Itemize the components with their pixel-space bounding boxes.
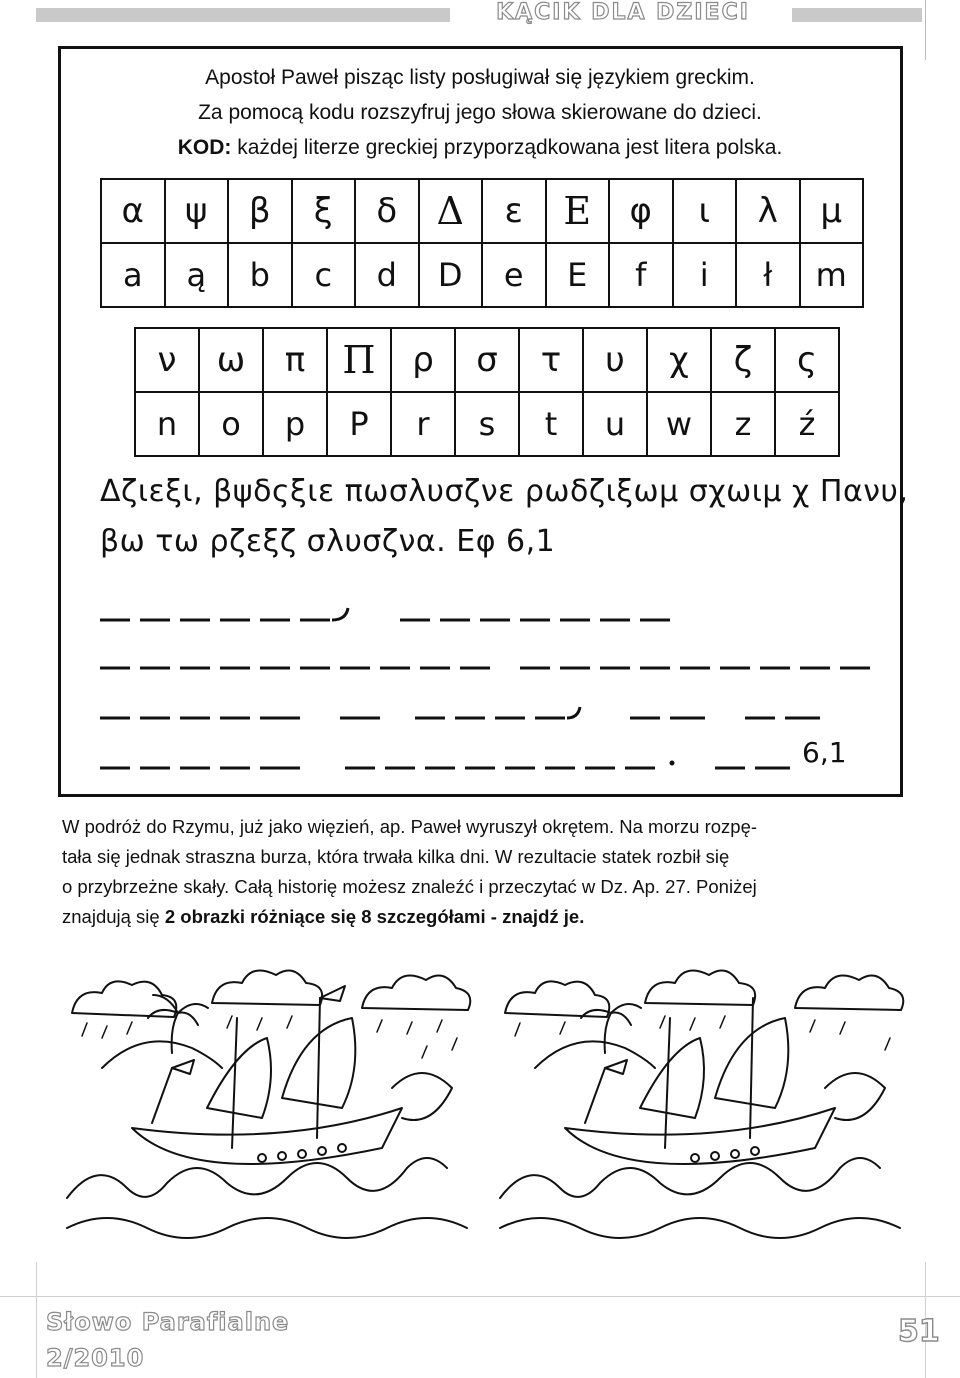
- island: [535, 1041, 655, 1068]
- greek-letter: λ: [736, 179, 800, 243]
- latin-letter: m: [800, 243, 864, 307]
- greek-letter: ς: [775, 328, 839, 392]
- latin-letter: w: [647, 392, 711, 456]
- answer-period: [670, 761, 675, 766]
- cipher-table-2: [134, 327, 840, 457]
- greek-letter: φ: [609, 179, 673, 243]
- greek-letter: α: [101, 179, 165, 243]
- latin-letter: t: [519, 392, 583, 456]
- greek-letter: τ: [519, 328, 583, 392]
- latin-letter: s: [455, 392, 519, 456]
- greek-letter: ξ: [292, 179, 356, 243]
- paragraph-line: [62, 902, 900, 932]
- latin-letter: r: [391, 392, 455, 456]
- flag: [172, 1060, 194, 1074]
- cipher-row-greek: [135, 328, 839, 392]
- latin-letter: f: [609, 243, 673, 307]
- greek-letter: ζ: [711, 328, 775, 392]
- latin-letter: z: [711, 392, 775, 456]
- code-explanation: każdej literze greckiej przyporządkowana jest litera polska.: [231, 136, 783, 159]
- bowsprit: [152, 1068, 172, 1123]
- greek-letter: χ: [647, 328, 711, 392]
- cloud: [72, 981, 176, 1017]
- intro-line-2: Za pomocą kodu rozszyfruj jego słowa skierowane do dzieci.: [198, 101, 762, 124]
- greek-letter: β: [228, 179, 292, 243]
- greek-letter: ω: [199, 328, 263, 392]
- latin-letter: c: [292, 243, 356, 307]
- answer-word[interactable]: [415, 707, 580, 718]
- cipher-row-latin: [135, 392, 839, 456]
- portholes: [258, 1144, 346, 1162]
- latin-letter: D: [419, 243, 483, 307]
- ship-picture-original[interactable]: [62, 958, 482, 1248]
- page-number: 51: [898, 1314, 940, 1349]
- paragraph-line: W podróż do Rzymu, już jako więzień, ap. Paweł wyruszył okrętem. Na morzu rozpę-: [62, 816, 758, 837]
- header-bar-right: [792, 8, 922, 22]
- latin-letter: d: [355, 243, 419, 307]
- paragraph-line: o przybrzeżne skały. Całą historię możesz znaleźć i przeczytać w Dz. Ap. 27. Poniżej: [62, 876, 757, 897]
- coded-message-line-1: Δζιεξι, βψδςξιε πωσλυσζνε ρωδζιξωμ σχωιμ χ Πανυ,: [100, 474, 909, 509]
- paragraph-emphasis: 2 obrazki różniące się 8 szczegółami - znajdź je.: [164, 906, 585, 927]
- bowsprit: [585, 1068, 605, 1123]
- waves: [67, 1218, 467, 1238]
- island: [102, 1041, 222, 1068]
- latin-letter: ź: [775, 392, 839, 456]
- greek-letter: δ: [355, 179, 419, 243]
- latin-letter: e: [482, 243, 546, 307]
- latin-letter: a: [101, 243, 165, 307]
- mast: [665, 1018, 670, 1148]
- section-title: KĄCIK DLA DZIECI: [496, 0, 750, 25]
- greek-letter: Π: [327, 328, 391, 392]
- cloud: [795, 976, 903, 1011]
- mast: [232, 1018, 237, 1148]
- cloud: [362, 976, 470, 1011]
- latin-letter: ą: [165, 243, 229, 307]
- cipher-row-latin: [101, 243, 863, 307]
- palm-tree: [581, 1004, 641, 1053]
- greek-letter: ι: [673, 179, 737, 243]
- crop-mark: [925, 0, 926, 60]
- publication-title: Słowo Parafialne: [46, 1308, 290, 1336]
- latin-letter: b: [228, 243, 292, 307]
- answer-reference: 6,1: [802, 736, 847, 769]
- cipher-table-1: [100, 178, 864, 308]
- greek-letter: ρ: [391, 328, 455, 392]
- footer-rule: [0, 1296, 960, 1297]
- coded-message-line-2: βω τω ρζεξζ σλυσζνα. Εφ 6,1: [100, 524, 556, 559]
- answer-word[interactable]: [100, 608, 348, 620]
- greek-letter: σ: [455, 328, 519, 392]
- greek-letter: Δ: [419, 179, 483, 243]
- paragraph-line: tała się jednak straszna burza, która trwała kilka dni. W rezultacie statek rozbił się: [62, 846, 730, 867]
- greek-letter: Ε: [546, 179, 610, 243]
- flag: [605, 1060, 627, 1074]
- ship-hull: [565, 1108, 835, 1164]
- cipher-row-greek: [101, 179, 863, 243]
- answer-blanks[interactable]: [60, 590, 900, 790]
- issue-number: 2/2010: [46, 1344, 145, 1372]
- flag: [320, 986, 345, 1001]
- story-paragraph: [62, 812, 900, 932]
- mast: [317, 998, 320, 1138]
- sail: [207, 1038, 271, 1118]
- waves: [825, 1073, 885, 1120]
- intro-line-1: Apostoł Paweł pisząc listy posługiwał się językiem greckim.: [205, 66, 755, 89]
- header-bar-left: [36, 8, 450, 22]
- latin-letter: ł: [736, 243, 800, 307]
- latin-letter: u: [583, 392, 647, 456]
- waves: [500, 1218, 900, 1238]
- greek-letter: ν: [135, 328, 199, 392]
- cloud: [505, 981, 609, 1017]
- latin-letter: p: [263, 392, 327, 456]
- cloud: [212, 971, 322, 1006]
- mast: [750, 998, 753, 1138]
- latin-letter: E: [546, 243, 610, 307]
- greek-letter: μ: [800, 179, 864, 243]
- waves: [392, 1073, 452, 1120]
- greek-letter: ε: [482, 179, 546, 243]
- paragraph-text: znajdują się: [62, 906, 165, 927]
- latin-letter: o: [199, 392, 263, 456]
- greek-letter: π: [263, 328, 327, 392]
- latin-letter: i: [673, 243, 737, 307]
- cloud: [645, 971, 755, 1006]
- ship-picture-modified[interactable]: [495, 958, 915, 1248]
- code-label: KOD:: [177, 136, 232, 159]
- ship-hull: [132, 1108, 402, 1164]
- greek-letter: υ: [583, 328, 647, 392]
- sail: [640, 1038, 704, 1118]
- latin-letter: P: [327, 392, 391, 456]
- greek-letter: ψ: [165, 179, 229, 243]
- crop-mark: [36, 1262, 37, 1378]
- latin-letter: n: [135, 392, 199, 456]
- intro-line-3: [60, 130, 900, 165]
